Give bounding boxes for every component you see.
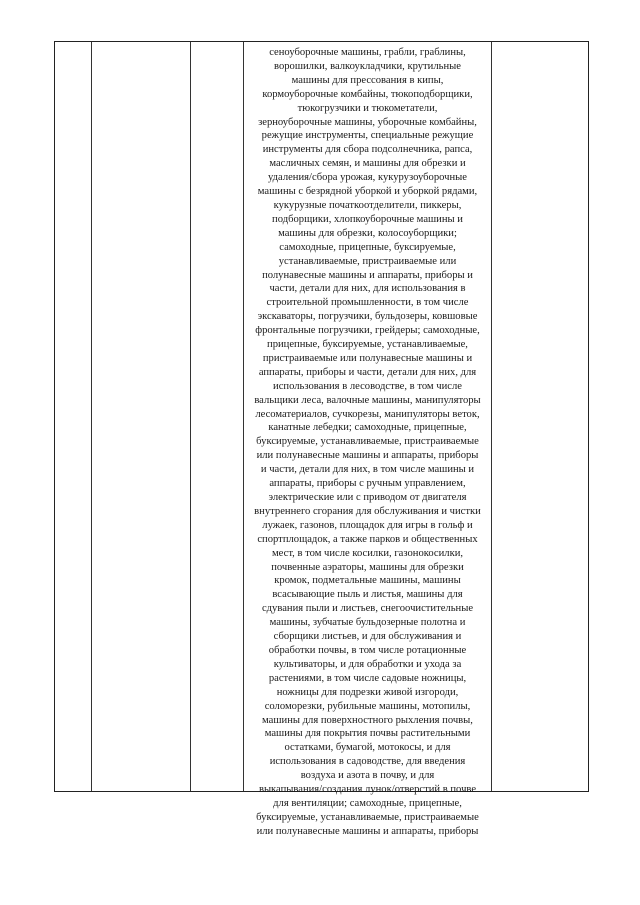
- text-line: машины, зубчатые бульдозерные полотна и: [269, 617, 466, 629]
- text-line: удаления/сбора урожая, кукурузоуборочные: [268, 172, 467, 184]
- text-line: культиваторы, и для обработки и ухода за: [273, 658, 462, 670]
- text-line: обработки почвы, в том числе ротационные: [268, 644, 467, 656]
- text-line: лесоматериалов, сучкорезы, манипуляторы веток,: [255, 408, 480, 420]
- text-line: инструменты для сбора подсолнечника, рапса,: [262, 144, 473, 156]
- text-line: масличных семян, и машины для обрезки и: [269, 158, 466, 170]
- text-line: мест, в том числе косилки, газонокосилки,: [271, 547, 464, 559]
- text-line: машины для поверхностного рыхления почвы,: [262, 714, 473, 726]
- text-line: устанавливаемые, пристраиваемые или: [278, 255, 457, 267]
- text-line: или полунавесные машины и аппараты, приборы: [256, 450, 479, 462]
- text-line: или полунавесные машины и аппараты, приборы: [256, 825, 479, 837]
- text-line: использования в лесоводстве, в том числе: [273, 380, 462, 392]
- product-description-cell: [244, 46, 491, 839]
- text-line: режущие инструменты, специальные режущие: [261, 130, 474, 142]
- text-line: и части, детали для них, в том числе машины и: [260, 464, 475, 476]
- text-line: аппараты, приборы и части, детали для них, для: [258, 366, 477, 378]
- text-line: зерноуборочные машины, уборочные комбайны,: [258, 116, 477, 128]
- text-line: лужаек, газонов, площадок для игры в гольф и: [262, 519, 473, 531]
- text-line: соломорезки, рубильные машины, мотопилы,: [264, 700, 471, 712]
- text-line: экскаваторы, погрузчики, бульдозеры, ковшовые: [257, 311, 478, 323]
- text-line: выкапывания/создания лунок/отверстий в почве: [258, 784, 477, 796]
- text-line: строительной промышленности, в том числе: [266, 297, 469, 309]
- text-line: вальщики леса, валочные машины, манипуляторы: [254, 394, 481, 406]
- text-line: остатками, бумагой, мотокосы, и для: [284, 742, 451, 754]
- text-line: части, детали для них, для использования в: [269, 283, 466, 295]
- text-line: канатные лебедки; самоходные, прицепные,: [268, 422, 467, 434]
- text-line: пристраиваемые или полунавесные машины и: [262, 352, 473, 364]
- text-line: кромок, подметальные машины, машины: [274, 575, 461, 587]
- text-line: сборщики листьев, и для обслуживания и: [273, 631, 462, 643]
- text-line: электрические или с приводом от двигателя: [268, 492, 467, 503]
- text-line: внутреннего сгорания для обслуживания и чистки: [254, 505, 481, 517]
- text-line: ворошилки, валкоукладчики, крутильные: [274, 60, 461, 72]
- text-line: машины для покрытия почвы растительными: [264, 728, 471, 740]
- text-line: тюкогрузчики и тюкометатели,: [297, 102, 438, 114]
- text-line: ножницы для подрезки живой изгороди,: [276, 686, 459, 698]
- text-line: сеноуборочные машины, грабли, граблины,: [269, 47, 466, 58]
- text-line: буксируемые, устанавливаемые, пристраиваемые: [256, 811, 479, 823]
- text-line: буксируемые, устанавливаемые, пристраиваемые: [256, 436, 479, 448]
- text-line: использования в садоводстве, для введения: [269, 756, 466, 768]
- text-line: машины для прессования в кипы,: [291, 74, 444, 86]
- text-line: спортплощадок, а также парков и общественных: [257, 533, 478, 545]
- column-divider: [91, 42, 92, 791]
- text-line: фронтальные погрузчики, грейдеры; самоходные,: [255, 325, 480, 337]
- text-line: почвенные аэраторы, машины для обрезки: [271, 561, 464, 573]
- regulation-table: [54, 41, 589, 837]
- column-divider: [190, 42, 191, 791]
- text-line: кукурузные початкоотделители, пиккеры,: [273, 199, 462, 211]
- text-line: кормоуборочные комбайны, тюкоподборщики,: [262, 88, 473, 100]
- text-line: воздуха и азота в почву, и для: [300, 770, 435, 782]
- text-line: полунавесные машины и аппараты, приборы и: [262, 269, 473, 281]
- text-line: самоходные, прицепные, буксируемые,: [279, 241, 456, 253]
- column-divider: [491, 42, 492, 791]
- text-line: подборщики, хлопкоуборочные машины и: [272, 213, 463, 225]
- text-line: машины с безрядной уборкой и уборкой рядами,: [257, 186, 478, 198]
- text-line: сдувания пыли и листьев, снегоочистительные: [261, 603, 474, 615]
- text-line: машины для обрезки, колосоуборщики;: [278, 227, 457, 239]
- text-line: растениями, в том числе садовые ножницы,: [268, 672, 467, 684]
- text-line: аппараты, приборы с ручным управлением,: [269, 478, 466, 490]
- text-line: для вентиляции; самоходные, прицепные,: [273, 797, 462, 809]
- text-line: всасывающие пыль и листья, машины для: [272, 589, 463, 601]
- text-line: прицепные, буксируемые, устанавливаемые,: [267, 339, 468, 351]
